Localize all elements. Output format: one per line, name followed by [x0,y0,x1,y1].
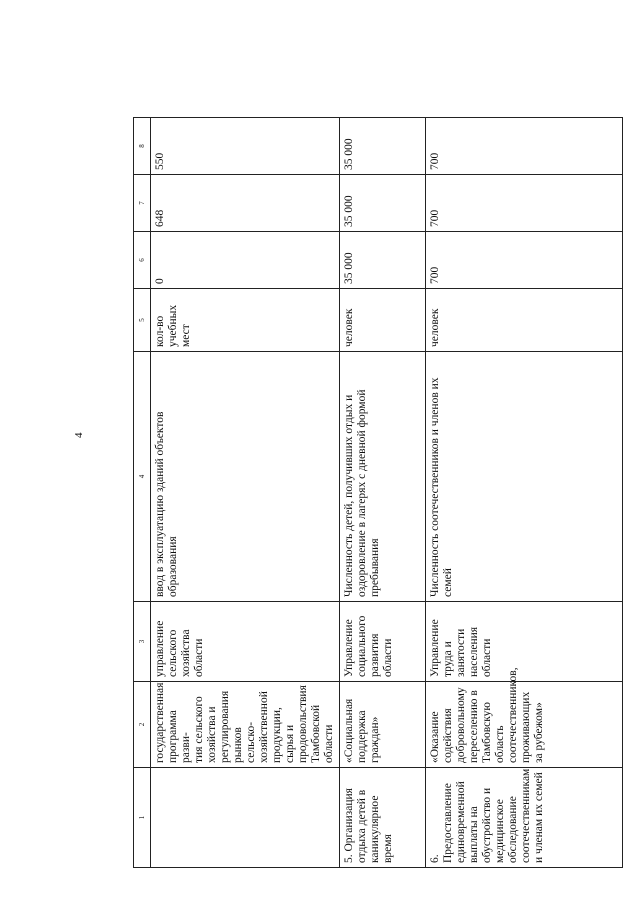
column-header-8: 8 [134,118,151,175]
row-1-value-7: 648 [151,175,340,232]
column-header-2: 2 [134,682,151,768]
row-1-unit: кол-во учебных мест [151,289,340,352]
row-2-executor: Управление социального развития области [340,602,426,682]
page-number: 4 [73,432,85,438]
row-3-value-8: 700 [426,118,623,175]
row-1-value-8: 550 [151,118,340,175]
row-3-unit: человек [426,289,623,352]
row-3-value-7: 700 [426,175,623,232]
row-3-executor: Управление труда и занятости населения области [426,602,623,682]
column-header-3: 3 [134,602,151,682]
row-1-value-6: 0 [151,232,340,289]
header-row [134,118,151,868]
row-2-unit: человек [340,289,426,352]
row-3-indicator: Численность соотечественников и членов их семей [426,352,623,602]
row-1-executor: управление сельского хозяйства области [151,602,340,682]
column-header-4: 4 [134,352,151,602]
row-2-value-6: 35 000 [340,232,426,289]
row-3-program: «Оказание содействия добровольному переселению в Тамбовскую область соотечественников, проживающих за рубежом» [426,682,623,768]
column-header-1: 1 [134,768,151,868]
column-header-7: 7 [134,175,151,232]
table-row [151,118,340,868]
row-2-value-7: 35 000 [340,175,426,232]
row-2-value-8: 35 000 [340,118,426,175]
column-header-5: 5 [134,289,151,352]
row-2-event: 5. Организация отдыха детей в каникулярное время [340,768,426,868]
row-1-event [151,768,340,868]
row-2-indicator: Численность детей, получивших отдых и оздоровление в лагерях с дневной формой пребывания [340,352,426,602]
column-header-6: 6 [134,232,151,289]
indicators-table [133,117,623,868]
row-3-event: 6. Предоставление единовременной выплаты на обустройство и медицинское обследование соотечественникам и членам их семей [426,768,623,868]
document-table-container [133,118,623,868]
row-1-program: государственная программа разви- тия сельского хозяйства и регулирования рынков сельско- хозяйственной продукции, сырья и продовольствия Тамбовской области [151,682,340,768]
table-row [340,118,426,868]
row-2-program: «Социальная поддержка граждан» [340,682,426,768]
row-1-indicator: ввод в эксплуатацию зданий объектов образования [151,352,340,602]
row-3-value-6: 700 [426,232,623,289]
table-row [426,118,623,868]
